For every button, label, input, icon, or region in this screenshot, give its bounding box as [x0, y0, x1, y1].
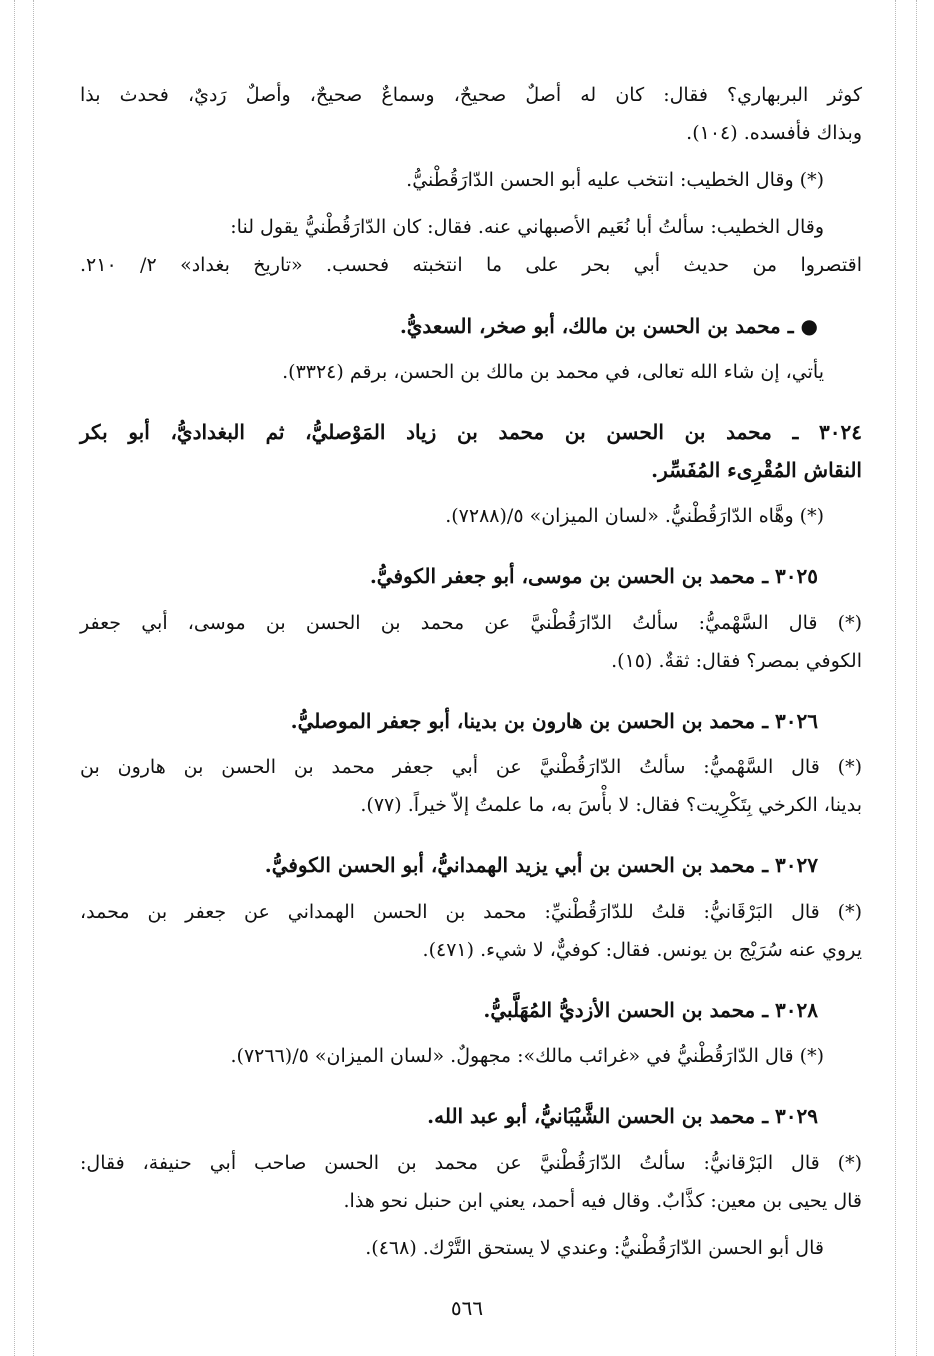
text-line: قال أبو الحسن الدّارَقُطْنيُّ: وعندي لا يستحق التَّرْك. (٤٦٨).: [365, 1237, 824, 1259]
text-line: (*) قال البَرْقَانيُّ: قلتُ للدّارَقُطْنيِّ: محمد بن الحسن الهمداني عن جعفر بن محمد،: [80, 901, 862, 923]
text-line: وقال الخطيب: سألتُ أبا نُعَيم الأصبهاني عنه. فقال: كان الدّارَقُطْنيُّ يقول لنا:: [230, 216, 824, 238]
scan-guide-line: [33, 0, 34, 1356]
entry-heading: ٣٠٢٥ ـ محمد بن الحسن بن موسى، أبو جعفر الكوفيُّ.: [369, 564, 818, 588]
text-line: قال يحيى بن معين: كذَّابٌ. وقال فيه أحمد، يعني ابن حنبل نحو هذا.: [343, 1190, 862, 1212]
text-line: وبذاك فأفسده. (١٠٤).: [686, 122, 862, 144]
entry-heading: ٣٠٢٩ ـ محمد بن الحسن الشَّيْبَانيُّ، أبو عبد الله.: [427, 1104, 818, 1128]
text-line: (*) وهَّاه الدّارَقُطْنيُّ. «لسان الميزان» ٥/(٧٢٨٨).: [445, 505, 824, 527]
scan-guide-line: [14, 0, 15, 1356]
scan-guide-line: [895, 0, 896, 1356]
page-number: ٥٦٦: [450, 1296, 484, 1320]
entry-heading: ٣٠٢٨ ـ محمد بن الحسن الأزديُّ المُهَلَّبيُّ.: [483, 998, 818, 1022]
text-line: كوثر البربهاري؟ فقال: كان له أصلٌ صحيحٌ، وسماعٌ صحيحٌ، وأصلٌ رَديٌ، فحدث بذا: [80, 84, 862, 106]
text-line: الكوفي بمصر؟ فقال: ثقةٌ. (١٥).: [611, 650, 862, 672]
text-line: (*) قال البَرْقانيُّ: سألتُ الدّارَقُطْنيَّ عن محمد بن الحسن صاحب أبي حنيفة، فقال:: [80, 1152, 862, 1174]
text-line: يروي عنه سُرَيْج بن يونس. فقال: كوفيٌّ، لا شيء. (٤٧١).: [422, 939, 862, 961]
text-line: بدينا، الكرخي بِتَكْرِيت؟ فقال: لا بأْسَ به، ما علمتُ إلاّ خيراً. (٧٧).: [360, 794, 862, 816]
text-line: (*) قال الدّارَقُطْنيُّ في «غرائب مالك»: مجهولٌ. «لسان الميزان» ٥/(٧٢٦٦).: [230, 1045, 824, 1067]
text-line: اقتصروا من حديث أبي بحر على ما انتخبته فحسب. «تاريخ بغداد» ٢/ ٢١٠.: [80, 254, 862, 276]
text-line: (*) قال السَّهْميُّ: سألتُ الدّارَقُطْنيَّ عن أبي جعفر محمد بن الحسن بن هارون بن: [80, 756, 862, 778]
text-line: (*) وقال الخطيب: انتخب عليه أبو الحسن الدّارَقُطْنيُّ.: [406, 169, 824, 191]
text-line: يأتي، إن شاء الله تعالى، في محمد بن مالك بن الحسن، برقم (٣٣٢٤).: [282, 361, 824, 383]
scan-guide-line: [916, 0, 917, 1356]
entry-heading: ٣٠٢٧ ـ محمد بن الحسن بن أبي يزيد الهمدانيُّ، أبو الحسن الكوفيُّ.: [264, 853, 818, 877]
entry-heading: ● ـ محمد بن الحسن بن مالك، أبو صخر، السعديُّ.: [399, 314, 818, 338]
text-line: (*) قال السَّهْميُّ: سألتُ الدّارَقُطْنيَّ عن محمد بن الحسن بن موسى، أبي جعفر: [80, 612, 862, 634]
entry-heading: النقاش المُقْرِىء المُفَسِّر.: [651, 458, 862, 482]
entry-heading: ٣٠٢٤ ـ محمد بن الحسن بن محمد بن زياد المَوْصليُّ، ثم البغداديُّ، أبو بكر: [80, 420, 863, 444]
entry-heading: ٣٠٢٦ ـ محمد بن الحسن بن هارون بن بدينا، أبو جعفر الموصليُّ.: [290, 709, 818, 733]
